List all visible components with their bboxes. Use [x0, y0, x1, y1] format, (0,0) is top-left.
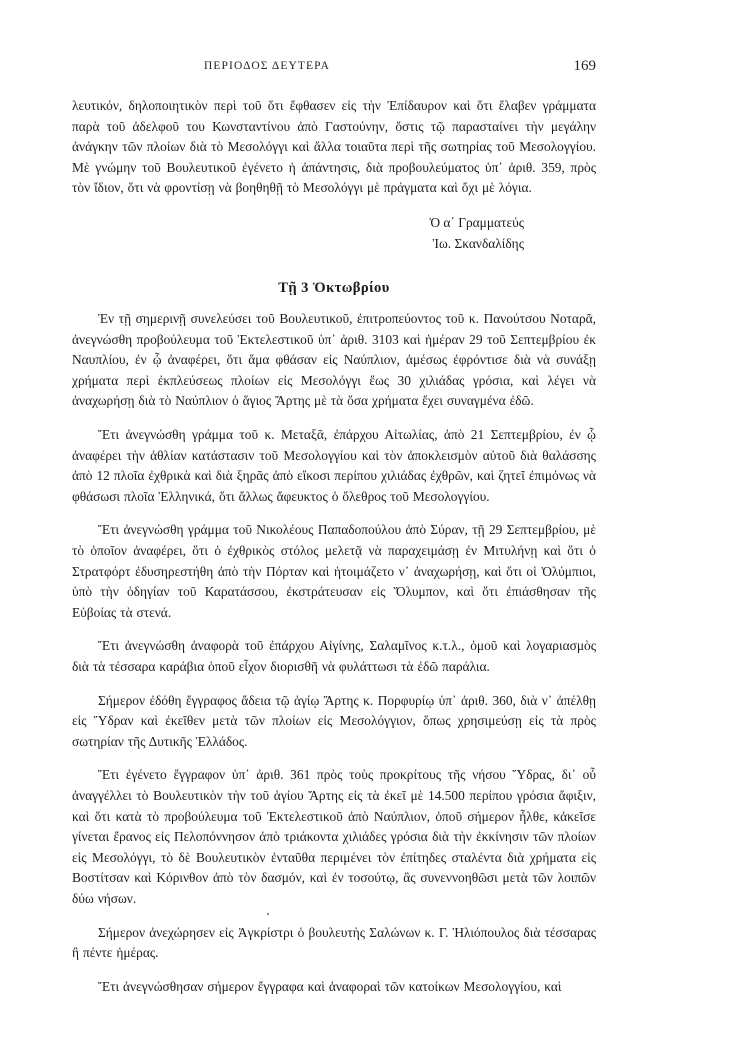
page-speck	[267, 913, 269, 915]
page-content	[72, 60, 596, 998]
paragraph-3: Ἔτι ἀνεγνώσθη γράμμα τοῦ Νικολέους Παπαδοπούλου ἀπὸ Σύραν, τῇ 29 Σεπτεμβρίου, μὲ τὸ ὁποῖον ἀναφέρει, ὅτι ὁ ἐχθρικὸς στόλος μελετᾷ νὰ παραχειμάσῃ ἐν Μιτυλήνῃ καὶ ὅτι ὁ Στρατφόρτ ἐδυσηρεστήθη ἀπὸ τὴν Πόρταν καὶ ἡτοιμάζετο ν᾿ ἀναχωρήσῃ, καὶ ὅτι οἱ Ὀλύμπιοι, ὑπὸ τὴν ὁδηγίαν τοῦ Καρατάσσου, ἐκστράτευσαν εἰς Ὄλυμπον, καὶ ὅτι ἐπιάσθησαν τῆς Εὐβοίας τὰ στενά.	[72, 522, 596, 620]
paragraph-6: Ἔτι ἐγένετο ἔγγραφον ὑπ᾿ ἀριθ. 361 πρὸς τοὺς προκρίτους τῆς νήσου Ὕδρας, δι᾿ οὗ ἀναγγέλλει τὸ Βουλευτικὸν τὴν τοῦ ἁγίου Ἄρτης εἰς τὰ ἐκεῖ μὲ 14.500 περίπου γρόσια ἄφιξιν, καὶ ὅτι κατὰ τὸ προβούλευμα τοῦ Ἐκτελεστικοῦ ἀπὸ Ναύπλιον, ὁποῦ σήμερον ἦλθε, κἀκεῖσε γίνεται ἔρανος εἰς Πελοπόννησον ἀπὸ τριάκοντα χιλιάδες γρόσια διὰ τὴν ἐκκίνησιν τῶν πλοίων εἰς Μεσολόγγι, τὸ δὲ Βουλευτικὸν ἐνταῦθα περιμένει τὸν ἐπίτηδες σταλέντα διὰ χρήματα εἰς Βοστίτσαν καὶ Κόρινθον ἀπὸ τὸν δασμόν, καὶ ἐν τοσούτῳ, ἂς συνεννοηθῶσι μετὰ τῶν λοιπῶν δύω νήσων.	[72, 767, 596, 907]
running-head	[72, 60, 596, 86]
paragraph-gap	[72, 678, 596, 691]
paragraph-gap	[72, 964, 596, 977]
paragraph-gap	[72, 412, 596, 425]
paragraph-7: Σήμερον ἀνεχώρησεν εἰς Ἀγκρίστρι ὁ βουλευτὴς Σαλώνων κ. Γ. Ἠλιόπουλος διὰ τέσσαρας ἢ πέντε ἡμέρας.	[72, 924, 596, 961]
paragraph-1: Ἐν τῇ σημερινῇ συνελεύσει τοῦ Βουλευτικοῦ, ἐπιτροπεύοντος τοῦ κ. Πανούτσου Νοταρᾶ, ἀνεγνώσθη προβούλευμα τοῦ Ἐκτελεστικοῦ ὑπ᾿ ἀριθ. 3103 καὶ ἡμέραν 29 τοῦ Σεπτεμβρίου ἐκ Ναυπλίου, ἐν ᾧ ἀναφέρει, ὅτι ἅμα φθάσαν εἰς Ναύπλιον, ἀμέσως ἐφρόντισε διὰ νὰ συνάξῃ χρήματα περὶ ἐκπλεύσεως πλοίων εἰς Μεσολόγγι ἕως 30 χιλιάδας γρόσια, καὶ λέγει νὰ ἀναχωρήσῃ διὰ τὸ Ναύπλιον ὁ ἅγιος Ἄρτης μὲ τὰ ὅσα χρήματα ἔχει συναγμένα ἐδῶ.	[72, 310, 596, 409]
paragraph-gap	[72, 623, 596, 636]
paragraph-4: Ἔτι ἀνεγνώσθη ἀναφορὰ τοῦ ἐπάρχου Αἰγίνης, Σαλαμῖνος κ.τ.λ., ὁμοῦ καὶ λογαριασμὸς διὰ τὰ τέσσαρα καράβια ὁποῦ εἶχον διορισθῆ νὰ φυλάττωσι τὰ ἐδῶ παράλια.	[72, 638, 596, 675]
page-number: 169	[573, 58, 596, 74]
paragraph-2: Ἔτι ἀνεγνώσθη γράμμα τοῦ κ. Μεταξᾶ, ἐπάρχου Αἰτωλίας, ἀπὸ 21 Σεπτεμβρίου, ἐν ᾧ ἀναφέρει τὴν ἀθλίαν κατάστασιν τοῦ Μεσολογγίου καὶ τὸν ἀποκλεισμὸν αὐτοῦ διὰ θαλάσσης ἀπὸ 12 πλοῖα ἐχθρικὰ καὶ διὰ ξηρᾶς ἀπὸ εἴκοσι περίπου χιλιάδας ἐχθρῶν, καὶ ζητεῖ ἐπιμόνως νὰ φθάσωσι πλοῖα Ἑλληνικά, ὅτι ἄλλως ἄφευκτος ὁ ὄλεθρος τοῦ Μεσολογγίου.	[72, 426, 596, 504]
running-head-title: ΠΕΡΙΟΔΟΣ ΔΕΥΤΕΡΑ	[204, 60, 331, 72]
paragraph-8: Ἔτι ἀνεγνώσθησαν σήμερον ἔγγραφα καὶ ἀναφοραὶ τῶν κατοίκων Μεσολογγίου, καὶ	[98, 978, 562, 994]
signature-name: Ἰω. Σκανδαλίδης	[432, 235, 524, 251]
paragraph-5: Σήμερον ἐδόθη ἔγγραφος ἄδεια τῷ ἁγίῳ Ἄρτης κ. Πορφυρίῳ ὑπ᾿ ἀριθ. 360, διὰ ν᾿ ἀπέλθῃ εἰς Ὕδραν καὶ ἐκεῖθεν μετὰ τῶν πλοίων εἰς Μεσολόγγιον, ὅπως χρησιμεύσῃ εἰς τὰ πρὸς σωτηρίαν τῆς Δυτικῆς Ἑλλάδος.	[72, 692, 596, 749]
paragraph-gap	[72, 752, 596, 765]
signature-role: Ὁ α΄ Γραμματεύς	[429, 214, 524, 230]
paragraph-gap	[72, 507, 596, 520]
paragraph-continued: λευτικόν, δηλοποιητικὸν περὶ τοῦ ὅτι ἔφθασεν εἰς τὴν Ἐπίδαυρον καὶ ὅτι ἔλαβεν γράμματα παρὰ τοῦ ἀδελφοῦ του Κωνσταντίνου ἀπὸ Γαστούνην, ὅστις τῷ παρασταίνει τὴν μεγάλην ἀνάγκην τῶν πλοίων διὰ τὸ Μεσολόγγι καὶ ἄλλα τοιαῦτα περὶ τῆς σωτηρίας τοῦ Μεσολογγίου. Μὲ γνώμην τοῦ Βουλευτικοῦ ἐγένετο ἡ ἀπάντησις, διὰ προβουλεύματος ὑπ᾿ ἀριθ. 359, πρὸς τὸν ἴδιον, ὅτι νὰ φροντίσῃ νὰ βοηθηθῇ τὸ Μεσολόγγι μὲ πράγματα καὶ ὄχι μὲ λόγια.	[72, 98, 596, 196]
signature-block	[72, 212, 596, 254]
section-heading: Τῇ 3 Ὀκτωβρίου	[278, 279, 390, 296]
paragraph-gap	[72, 910, 596, 923]
